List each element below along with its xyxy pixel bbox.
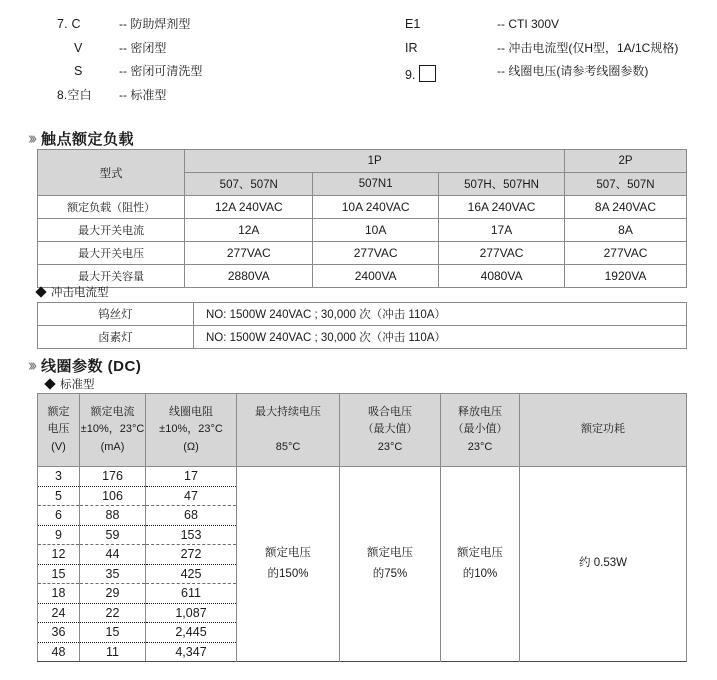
- legend-desc: -- 密闭可清洗型: [119, 64, 203, 78]
- cell-value: 17A: [439, 219, 565, 242]
- subheading-surge-current: [37, 284, 109, 300]
- cell-resistance: 2,445: [146, 623, 237, 643]
- cell-value: 8A: [565, 219, 687, 242]
- cell-dropout-voltage: 额定电压 的10%: [441, 467, 520, 662]
- col-header-pickup-voltage: 吸合电压 （最大值） 23°C: [340, 394, 441, 467]
- legend-item: [57, 65, 390, 78]
- legend-desc: -- 防助焊剂型: [119, 17, 191, 31]
- cell-voltage: 48: [38, 642, 80, 662]
- legend-column-left: [0, 18, 390, 112]
- cell-current: 106: [80, 486, 146, 506]
- cell-current: 35: [80, 564, 146, 584]
- chevron-right-icon: ›››: [28, 355, 34, 376]
- legend-key: 8.空白: [57, 87, 92, 102]
- cell-voltage: 12: [38, 545, 80, 565]
- cell-current: 59: [80, 525, 146, 545]
- legend-item: [57, 42, 390, 55]
- legend-key: V: [74, 40, 83, 55]
- table-row-header: [38, 394, 687, 467]
- legend-column-right: [390, 18, 717, 112]
- cell-current: 11: [80, 642, 146, 662]
- cell-current: 176: [80, 467, 146, 487]
- cell-voltage: 15: [38, 564, 80, 584]
- cell-resistance: 1,087: [146, 603, 237, 623]
- cell-value: 12A 240VAC: [185, 196, 313, 219]
- section-heading-label: 线圈参数 (DC): [41, 358, 142, 375]
- contact-rating-table: [37, 149, 687, 288]
- cell-voltage: 3: [38, 467, 80, 487]
- subheading-label: 冲击电流型: [51, 287, 109, 299]
- cell-resistance: 611: [146, 584, 237, 604]
- diamond-bullet-icon: [35, 286, 46, 297]
- empty-checkbox-icon: [419, 65, 436, 82]
- cell-resistance: 47: [146, 486, 237, 506]
- cell-resistance: 272: [146, 545, 237, 565]
- row-label: 额定负载（阻性）: [38, 196, 185, 219]
- cell-value: 1920VA: [565, 265, 687, 288]
- legend-item: [57, 89, 390, 101]
- cell-current: 88: [80, 506, 146, 526]
- coil-parameters-table: [37, 393, 687, 662]
- cell-resistance: 68: [146, 506, 237, 526]
- cell-value: 277VAC: [313, 242, 439, 265]
- col-header-model-1: 507N1: [313, 173, 439, 196]
- legend-key: 7. C: [57, 17, 81, 31]
- row-label: 最大开关容量: [38, 265, 185, 288]
- cell-voltage: 6: [38, 506, 80, 526]
- col-header-coil-resistance: 线圈电阻 ±10%，23°C (Ω): [146, 394, 237, 467]
- section-heading-label: 触点额定负载: [41, 131, 135, 148]
- table-row: [38, 265, 687, 288]
- table-row: [38, 242, 687, 265]
- cell-value: NO: 1500W 240VAC ; 30,000 次（冲击 110A）: [194, 303, 687, 326]
- cell-voltage: 24: [38, 603, 80, 623]
- legend-item: [405, 18, 717, 31]
- diamond-bullet-icon: [44, 378, 55, 389]
- legend-key: E1: [405, 17, 421, 31]
- legend-desc: -- 线圈电压(请参考线圈参数): [497, 64, 649, 78]
- col-header-rated-power: 额定功耗: [520, 394, 687, 467]
- cell-value: 4080VA: [439, 265, 565, 288]
- cell-resistance: 425: [146, 564, 237, 584]
- table-row: [38, 303, 687, 326]
- cell-value: 16A 240VAC: [439, 196, 565, 219]
- col-header-dropout-voltage: 释放电压 （最小值） 23°C: [441, 394, 520, 467]
- cell-current: 29: [80, 584, 146, 604]
- table-row: [38, 219, 687, 242]
- legend-key: S: [74, 64, 83, 78]
- legend-item: [57, 18, 390, 31]
- legend-desc: -- CTI 300V: [497, 17, 560, 31]
- legend-desc: -- 标准型: [119, 87, 167, 102]
- cell-voltage: 9: [38, 525, 80, 545]
- legend-item: [405, 42, 717, 55]
- cell-current: 22: [80, 603, 146, 623]
- cell-pickup-voltage: 额定电压 的75%: [340, 467, 441, 662]
- cell-value: 2880VA: [185, 265, 313, 288]
- legend-desc: -- 密闭型: [119, 40, 167, 55]
- cell-current: 44: [80, 545, 146, 565]
- cell-max-continuous-voltage: 额定电压 的150%: [237, 467, 340, 662]
- col-header-1p: 1P: [185, 150, 565, 173]
- col-header-max-continuous-voltage: 最大持续电压 85°C: [237, 394, 340, 467]
- cell-value: 277VAC: [439, 242, 565, 265]
- cell-value: 10A: [313, 219, 439, 242]
- cell-value: 10A 240VAC: [313, 196, 439, 219]
- row-label: 卤素灯: [38, 326, 194, 349]
- section-heading-coil-parameters: [28, 355, 141, 376]
- cell-value: 277VAC: [185, 242, 313, 265]
- col-header-rated-current: 额定电流 ±10%，23°C (mA): [80, 394, 146, 467]
- cell-resistance: 4,347: [146, 642, 237, 662]
- row-label: 最大开关电流: [38, 219, 185, 242]
- col-header-rated-voltage: 额定 电压 (V): [38, 394, 80, 467]
- cell-value: 2400VA: [313, 265, 439, 288]
- cell-rated-power: 约 0.53W: [520, 467, 687, 662]
- legend-block: [0, 18, 717, 112]
- cell-resistance: 153: [146, 525, 237, 545]
- cell-voltage: 5: [38, 486, 80, 506]
- row-label: 最大开关电压: [38, 242, 185, 265]
- cell-current: 15: [80, 623, 146, 643]
- subheading-label: 标准型: [60, 379, 95, 391]
- col-header-type: 型式: [38, 150, 185, 196]
- legend-item-coil-voltage: [405, 65, 717, 82]
- cell-resistance: 17: [146, 467, 237, 487]
- legend-key: IR: [405, 40, 418, 55]
- table-row-header-pole: [38, 150, 687, 173]
- col-header-model-0: 507、507N: [185, 173, 313, 196]
- row-label: 钨丝灯: [38, 303, 194, 326]
- chevron-right-icon: ›››: [28, 128, 34, 149]
- col-header-model-3: 507、507N: [565, 173, 687, 196]
- table-row: [38, 467, 687, 487]
- cell-value: 12A: [185, 219, 313, 242]
- subheading-standard-type: [46, 376, 95, 392]
- cell-voltage: 36: [38, 623, 80, 643]
- cell-voltage: 18: [38, 584, 80, 604]
- cell-value: 8A 240VAC: [565, 196, 687, 219]
- table-row: [38, 196, 687, 219]
- col-header-model-2: 507H、507HN: [439, 173, 565, 196]
- col-header-2p: 2P: [565, 150, 687, 173]
- section-heading-contact-rating: [28, 128, 134, 149]
- legend-key: 9.: [405, 65, 497, 82]
- legend-desc: -- 冲击电流型(仅H型，1A/1C规格): [497, 40, 679, 55]
- surge-current-table: [37, 302, 687, 349]
- cell-value: NO: 1500W 240VAC ; 30,000 次（冲击 110A）: [194, 326, 687, 349]
- cell-value: 277VAC: [565, 242, 687, 265]
- table-row: [38, 326, 687, 349]
